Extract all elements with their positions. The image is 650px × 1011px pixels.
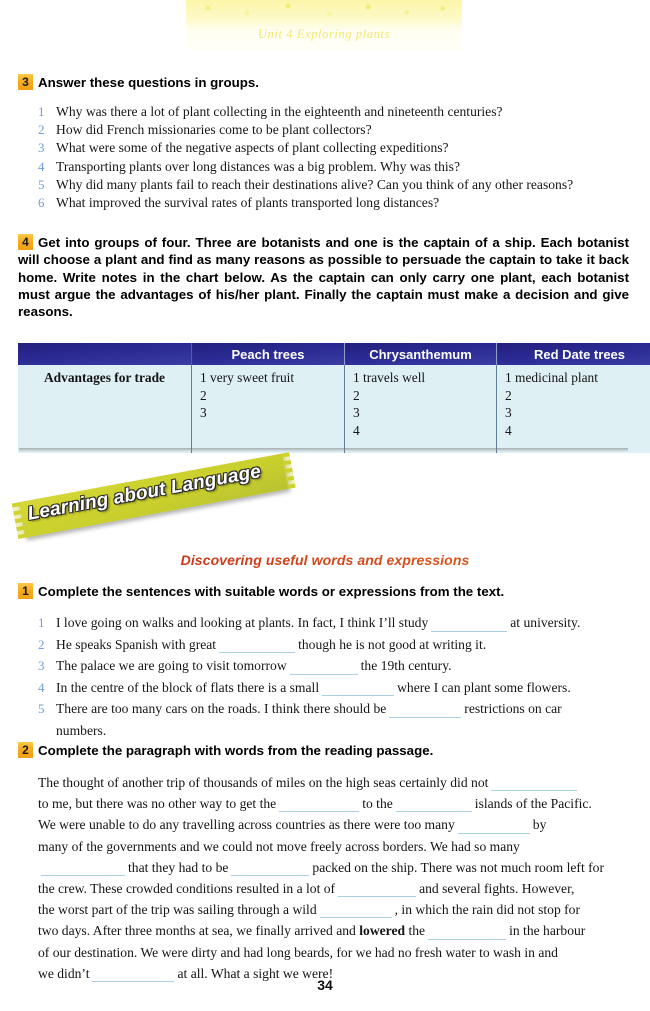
emphasis-word: lowered xyxy=(359,923,406,939)
page-number: 34 xyxy=(317,977,333,993)
table-cell-line: 4 xyxy=(505,422,512,438)
section-subheading: Discovering useful words and expressions xyxy=(0,552,650,568)
table-cell-line: 3 xyxy=(353,405,360,420)
paragraph-text: at all. What a sight we were! xyxy=(177,965,334,981)
table-header-row xyxy=(18,343,650,365)
fill-in-blank[interactable] xyxy=(41,863,125,876)
table-row-label: Advantages for trade xyxy=(18,365,192,453)
table-cell-line: 1 very sweet fruit xyxy=(200,370,295,385)
paragraph-text: to me, but there was no other way to get the xyxy=(38,796,277,812)
paragraph-text: in the harbour xyxy=(509,923,586,939)
exercise-1-item-list xyxy=(38,612,638,741)
learning-about-language-banner xyxy=(22,461,312,554)
table-cell-line: 2 xyxy=(200,387,207,403)
table-cell-line: 1 medicinal plant xyxy=(505,370,598,385)
exercise-2-paragraph xyxy=(38,772,629,984)
paragraph-text: by xyxy=(532,817,547,833)
item-text-before: There are too many cars on the roads. I think there should be xyxy=(56,701,387,716)
paragraph-text: We were unable to do any travelling across countries as there were too many xyxy=(38,817,455,833)
item-number: 4 xyxy=(38,679,45,695)
fill-in-item xyxy=(38,612,638,634)
paragraph-text: many of the governments and we could not move freely across borders. We had so many xyxy=(38,838,520,854)
fill-in-item xyxy=(38,677,638,699)
fill-in-blank[interactable] xyxy=(338,884,416,897)
fill-in-item xyxy=(38,698,638,741)
fill-in-blank[interactable] xyxy=(231,863,309,876)
banner-texture xyxy=(186,0,462,20)
exercise-4-instruction-text: Get into groups of four. Three are botanists and one is the captain of a ship. Each botanist will choose a plant and find as many reasons as possible to persuade the captain to take it back home. Write notes in the chart below. As the captain can only carry one plant, each botanist must argue the advantages of his/her plant. Finally the captain must make a decision and give reasons. xyxy=(18,235,629,320)
fill-in-item xyxy=(38,655,638,677)
exercise-4-instruction-block xyxy=(18,234,629,320)
paragraph-line xyxy=(38,942,629,963)
question-number: 3 xyxy=(38,140,45,156)
question-text: What were some of the negative aspects of plant collecting expeditions? xyxy=(56,140,449,156)
table-header-blank xyxy=(18,343,192,365)
fill-in-item xyxy=(38,634,638,656)
paragraph-line xyxy=(38,772,629,793)
fill-in-blank[interactable] xyxy=(396,799,472,812)
item-text-after: though he is not good at writing it. xyxy=(298,636,487,652)
item-number: 1 xyxy=(38,615,45,630)
exercise-1-number: 1 xyxy=(18,583,35,599)
paragraph-text: islands of the Pacific. xyxy=(474,796,592,812)
fill-in-blank[interactable] xyxy=(290,662,358,675)
question-text: How did French missionaries come to be plant collectors? xyxy=(56,122,372,138)
paragraph-text: and several fights. However, xyxy=(419,881,575,897)
table-cell[interactable] xyxy=(192,365,345,453)
fill-in-blank[interactable] xyxy=(458,821,530,834)
paragraph-text: of our destination. We were dirty and had long beards, for we had no fresh water to wash in and xyxy=(38,944,558,960)
item-text-before: He speaks Spanish with great xyxy=(56,636,217,652)
fill-in-blank[interactable] xyxy=(219,640,295,653)
paragraph-text: the xyxy=(405,923,426,939)
paragraph-line xyxy=(38,836,629,857)
question-text: What improved the survival rates of plants transported long distances? xyxy=(56,195,440,211)
question-number: 4 xyxy=(38,158,45,174)
table-cell-line: 1 travels well xyxy=(353,370,426,385)
item-number: 3 xyxy=(38,658,45,673)
table-row xyxy=(18,365,650,453)
table-cell-line: 2 xyxy=(505,387,512,403)
paragraph-line xyxy=(38,920,629,941)
table-cell-line: 2 xyxy=(353,387,360,403)
exercise-1-heading-text: Complete the sentences with suitable words or expressions from the text. xyxy=(38,584,505,599)
item-text-before: In the centre of the block of flats there is a small xyxy=(56,679,320,695)
item-text-after: the 19th century. xyxy=(360,658,452,673)
item-text-after: where I can plant some flowers. xyxy=(397,679,571,695)
paragraph-text: packed on the ship. There was not much room left for xyxy=(312,859,604,875)
question-text: Why was there a lot of plant collecting in the eighteenth and nineteenth centuries? xyxy=(56,104,503,119)
ribbon-title-text: Learning about Language xyxy=(25,461,263,525)
fill-in-blank[interactable] xyxy=(491,778,577,791)
question-item xyxy=(38,121,638,139)
question-item xyxy=(38,176,638,194)
exercise-1-heading xyxy=(18,583,504,600)
exercise-3-heading-text: Answer these questions in groups. xyxy=(38,75,259,90)
paragraph-line xyxy=(38,814,629,835)
exercise-3-heading xyxy=(18,74,259,91)
question-number: 2 xyxy=(38,122,45,138)
fill-in-blank[interactable] xyxy=(428,927,506,940)
fill-in-blank[interactable] xyxy=(322,683,394,696)
unit-header-banner xyxy=(186,0,462,50)
question-item xyxy=(38,158,638,176)
paragraph-text: two days. After three months at sea, we finally arrived and xyxy=(38,923,360,939)
question-number: 5 xyxy=(38,176,45,192)
question-item xyxy=(38,103,638,121)
table-body xyxy=(18,365,650,453)
paragraph-line xyxy=(38,878,629,899)
table-cell-line: 4 xyxy=(353,422,360,438)
item-text-after: restrictions on car xyxy=(464,701,562,716)
exercise-4-number: 4 xyxy=(18,234,35,250)
paragraph-line xyxy=(38,793,629,814)
question-number: 6 xyxy=(38,195,45,211)
advantages-chart-table xyxy=(18,343,650,453)
table-cell[interactable] xyxy=(497,365,650,453)
paragraph-text: to the xyxy=(362,796,393,812)
exercise-2-number: 2 xyxy=(18,742,35,758)
exercise-3-question-list xyxy=(38,103,638,212)
item-text-before: I love going on walks and looking at plants. In fact, I think I’ll study xyxy=(56,615,429,630)
question-item xyxy=(38,194,638,212)
item-text-after: at university. xyxy=(510,615,581,630)
unit-title: Unit 4 Exploring plants xyxy=(257,27,391,41)
paragraph-text: the worst part of the trip was sailing through a wild xyxy=(38,902,317,918)
exercise-2-heading xyxy=(18,742,433,759)
item-number: 5 xyxy=(38,701,45,716)
paragraph-line xyxy=(38,857,629,878)
item-text-before: The palace we are going to visit tomorrow xyxy=(56,658,287,673)
fill-in-blank[interactable] xyxy=(389,705,461,718)
paragraph-text: we didn’t xyxy=(38,965,90,981)
fill-in-blank[interactable] xyxy=(431,619,507,632)
table-cell-line: 3 xyxy=(200,405,207,420)
table-header-peach-trees: Peach trees xyxy=(192,343,345,365)
table-cell[interactable] xyxy=(345,365,497,453)
paragraph-text: , in which the rain did not stop for xyxy=(394,902,580,918)
item-text-wrap: numbers. xyxy=(56,722,107,738)
exercise-3-number: 3 xyxy=(18,74,35,90)
fill-in-blank[interactable] xyxy=(279,799,359,812)
question-number: 1 xyxy=(38,104,45,119)
table-header-red-date-trees: Red Date trees xyxy=(497,343,650,365)
exercise-2-heading-text: Complete the paragraph with words from the reading passage. xyxy=(38,743,434,758)
fill-in-blank[interactable] xyxy=(320,905,392,918)
table-cell-line: 3 xyxy=(505,405,512,420)
question-item xyxy=(38,139,638,157)
paragraph-text: that they had to be xyxy=(128,859,229,875)
paragraph-line xyxy=(38,899,629,920)
paragraph-text: The thought of another trip of thousands of miles on the high seas certainly did not xyxy=(38,775,489,790)
table-header-chrysanthemum: Chrysanthemum xyxy=(345,343,497,365)
table-bottom-shadow xyxy=(19,448,628,452)
question-text: Why did many plants fail to reach their destinations alive? Can you think of any other reasons? xyxy=(56,176,574,192)
paragraph-text: the crew. These crowded conditions resulted in a lot of xyxy=(38,881,336,897)
item-number: 2 xyxy=(38,636,45,652)
question-text: Transporting plants over long distances was a big problem. Why was this? xyxy=(56,158,460,174)
